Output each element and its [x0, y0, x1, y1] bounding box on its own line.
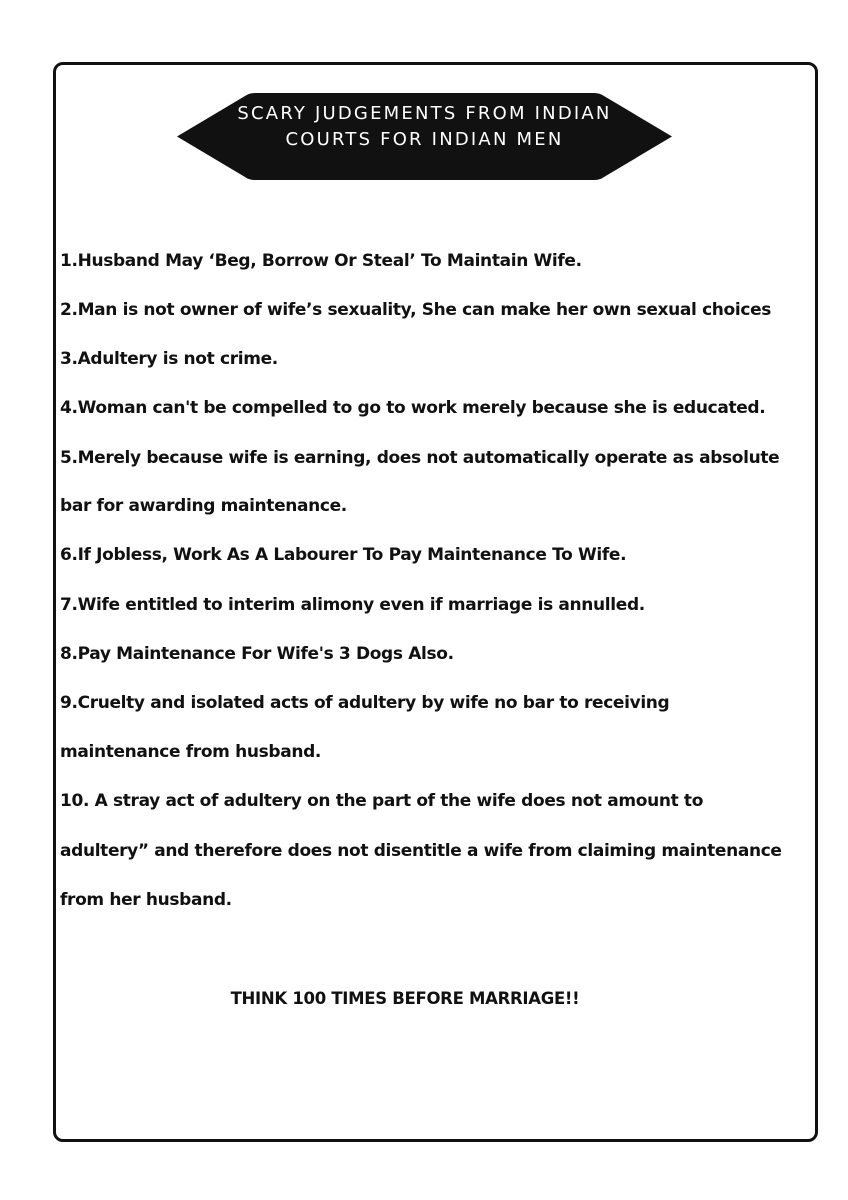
judgement-line: 10. A stray act of adultery on the part of the wife does not amount to [60, 791, 704, 811]
judgement-line: 6.If Jobless, Work As A Labourer To Pay Maintenance To Wife. [60, 545, 627, 565]
judgement-line: 1.Husband May ‘Beg, Borrow Or Steal’ To Maintain Wife. [60, 251, 582, 271]
judgement-line: maintenance from husband. [60, 742, 322, 762]
judgement-line: 3.Adultery is not crime. [60, 349, 278, 369]
judgement-line: 8.Pay Maintenance For Wife's 3 Dogs Also. [60, 644, 454, 664]
title-banner [177, 93, 672, 180]
judgement-line: bar for awarding maintenance. [60, 496, 347, 516]
footer-text: THINK 100 TIMES BEFORE MARRIAGE!! [230, 989, 580, 1008]
footer-warning [0, 987, 848, 1011]
judgement-line: 5.Merely because wife is earning, does not automatically operate as absolute [60, 448, 780, 468]
judgement-line: 2.Man is not owner of wife’s sexuality, She can make her own sexual choices [60, 300, 772, 320]
judgement-line: from her husband. [60, 890, 232, 910]
judgement-line: adultery” and therefore does not disentitle a wife from claiming maintenance [60, 841, 782, 861]
judgement-line: 9.Cruelty and isolated acts of adultery by wife no bar to receiving [60, 693, 670, 713]
banner-title: SCARY JUDGEMENTS FROM INDIAN COURTS FOR INDIAN MEN [237, 103, 612, 150]
judgement-line: 4.Woman can't be compelled to go to work merely because she is educated. [60, 398, 766, 418]
judgement-line: 7.Wife entitled to interim alimony even if marriage is annulled. [60, 595, 645, 615]
